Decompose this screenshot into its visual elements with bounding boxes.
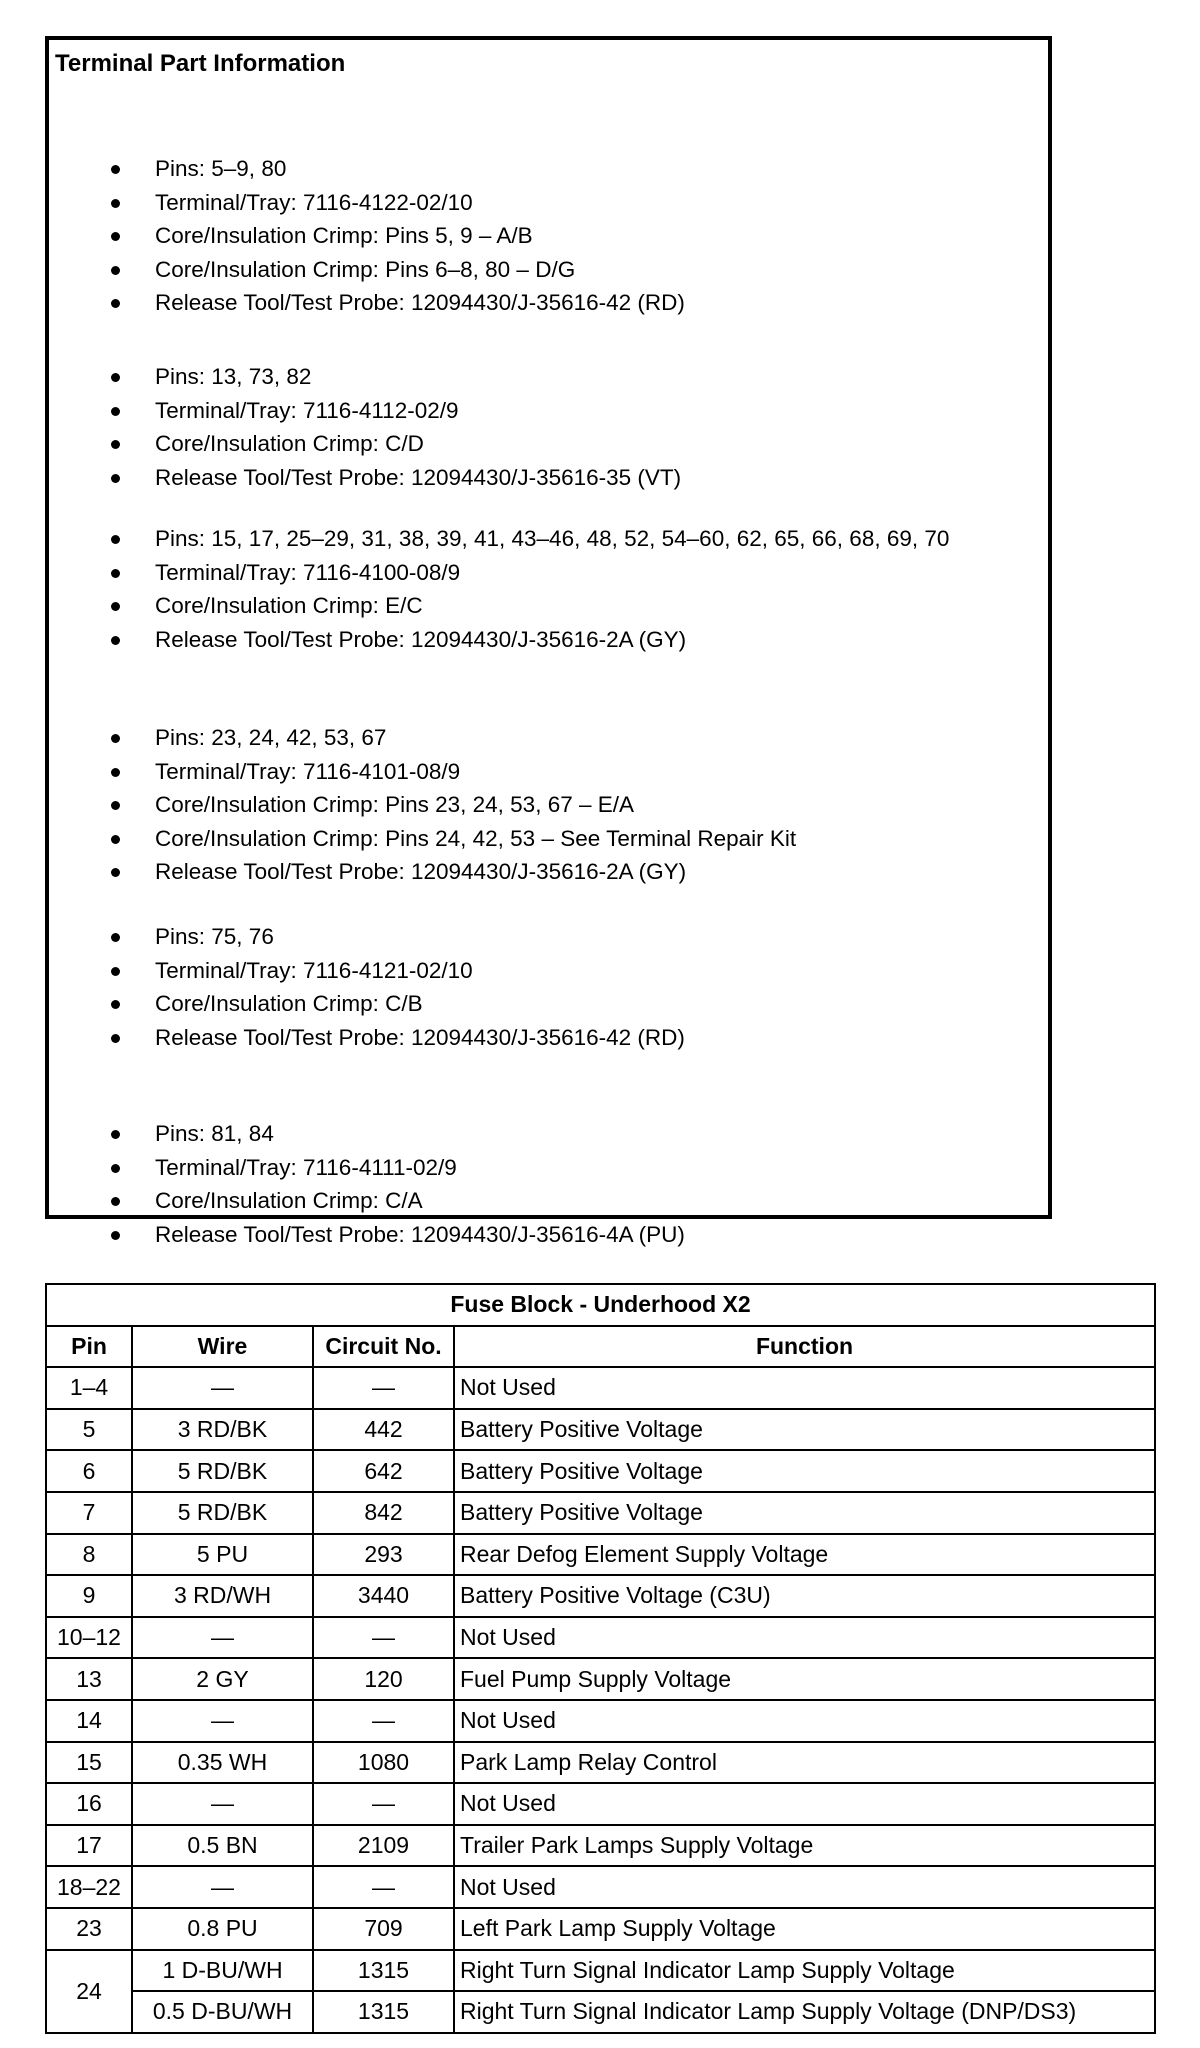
cell-pin: 9 xyxy=(46,1575,132,1617)
cell-wire: — xyxy=(132,1783,313,1825)
cell-function: Not Used xyxy=(454,1700,1155,1742)
list-item xyxy=(49,1184,1069,1218)
list-item xyxy=(49,623,1069,657)
cell-circuit: — xyxy=(313,1700,454,1742)
list-item-text: Pins: 13, 73, 82 xyxy=(155,364,312,389)
cell-function: Park Lamp Relay Control xyxy=(454,1742,1155,1784)
list-item-text: Release Tool/Test Probe: 12094430/J-35616-2A (GY) xyxy=(155,626,687,652)
cell-circuit: — xyxy=(313,1617,454,1659)
terminal-group xyxy=(49,522,1069,656)
list-item-text: Pins: 15, 17, 25–29, 31, 38, 39, 41, 43–46, 48, 52, 54–60, 62, 65, 66, 68, 69, 70 xyxy=(155,526,950,551)
bullet-icon xyxy=(111,535,120,544)
list-item xyxy=(49,556,1069,590)
cell-pin: 17 xyxy=(46,1825,132,1867)
cell-circuit: 842 xyxy=(313,1492,454,1534)
cell-circuit: 1315 xyxy=(313,1950,454,1992)
cell-function: Not Used xyxy=(454,1367,1155,1409)
cell-pin: 13 xyxy=(46,1658,132,1700)
table-row xyxy=(46,1825,1155,1867)
bullet-icon xyxy=(111,199,120,208)
cell-wire: 1 D-BU/WH xyxy=(132,1950,313,1992)
bullet-icon xyxy=(111,299,120,308)
cell-wire: — xyxy=(132,1700,313,1742)
cell-circuit: 1080 xyxy=(313,1742,454,1784)
list-item xyxy=(49,920,1069,954)
cell-wire: 5 RD/BK xyxy=(132,1492,313,1534)
table-row xyxy=(46,1866,1155,1908)
list-item-text: Pins: 81, 84 xyxy=(155,1121,274,1146)
list-item-text: Pins: 75, 76 xyxy=(155,924,274,949)
cell-circuit: 3440 xyxy=(313,1575,454,1617)
list-item-text: Core/Insulation Crimp: Pins 5, 9 – A/B xyxy=(155,223,533,248)
list-item-text: Core/Insulation Crimp: C/B xyxy=(155,991,423,1016)
terminal-group xyxy=(49,360,1069,494)
fuse-table-body xyxy=(46,1367,1155,2033)
list-item xyxy=(49,589,1069,623)
table-title-row xyxy=(46,1284,1155,1326)
terminal-group xyxy=(49,1117,1069,1251)
list-item xyxy=(49,822,1069,856)
cell-pin: 18–22 xyxy=(46,1866,132,1908)
cell-function: Left Park Lamp Supply Voltage xyxy=(454,1908,1155,1950)
cell-wire: 3 RD/WH xyxy=(132,1575,313,1617)
list-item xyxy=(49,427,1069,461)
cell-function: Rear Defog Element Supply Voltage xyxy=(454,1534,1155,1576)
list-item xyxy=(49,1151,1069,1185)
cell-circuit: 642 xyxy=(313,1450,454,1492)
cell-function: Right Turn Signal Indicator Lamp Supply Voltage xyxy=(454,1950,1155,1992)
table-row xyxy=(46,1658,1155,1700)
list-item xyxy=(49,152,1069,186)
list-item xyxy=(49,954,1069,988)
cell-pin: 16 xyxy=(46,1783,132,1825)
list-item-text: Core/Insulation Crimp: E/C xyxy=(155,593,423,618)
list-item-text: Pins: 23, 24, 42, 53, 67 xyxy=(155,725,387,750)
list-item xyxy=(49,186,1069,220)
cell-function: Battery Positive Voltage xyxy=(454,1492,1155,1534)
list-item xyxy=(49,721,1069,755)
cell-circuit: 442 xyxy=(313,1409,454,1451)
bullet-icon xyxy=(111,835,120,844)
table-row xyxy=(46,1534,1155,1576)
cell-wire: 2 GY xyxy=(132,1658,313,1700)
cell-pin: 10–12 xyxy=(46,1617,132,1659)
cell-pin: 8 xyxy=(46,1534,132,1576)
header-circuit: Circuit No. xyxy=(313,1326,454,1368)
table-row xyxy=(46,1700,1155,1742)
list-item-text: Terminal/Tray: 7116-4121-02/10 xyxy=(155,957,473,983)
bullet-icon xyxy=(111,266,120,275)
cell-function: Fuel Pump Supply Voltage xyxy=(454,1658,1155,1700)
bullet-icon xyxy=(111,1197,120,1206)
list-item-text: Core/Insulation Crimp: Pins 6–8, 80 – D/G xyxy=(155,256,576,282)
list-item-text: Core/Insulation Crimp: Pins 24, 42, 53 – See Terminal Repair Kit xyxy=(155,825,797,851)
list-item xyxy=(49,1218,1069,1252)
cell-pin: 7 xyxy=(46,1492,132,1534)
cell-wire: 0.35 WH xyxy=(132,1742,313,1784)
cell-function: Not Used xyxy=(454,1866,1155,1908)
list-item xyxy=(49,522,1069,556)
cell-pin: 6 xyxy=(46,1450,132,1492)
bullet-icon xyxy=(111,636,120,645)
list-item xyxy=(49,855,1069,889)
cell-function: Battery Positive Voltage xyxy=(454,1409,1155,1451)
list-item-text: Terminal/Tray: 7116-4101-08/9 xyxy=(155,758,461,784)
cell-function: Trailer Park Lamps Supply Voltage xyxy=(454,1825,1155,1867)
cell-function: Right Turn Signal Indicator Lamp Supply Voltage (DNP/DS3) xyxy=(454,1991,1155,2033)
list-item-text: Terminal/Tray: 7116-4122-02/10 xyxy=(155,189,473,215)
table-row xyxy=(46,1908,1155,1950)
table-row xyxy=(46,1950,1155,1992)
bullet-icon xyxy=(111,474,120,483)
bullet-icon xyxy=(111,734,120,743)
table-row xyxy=(46,1409,1155,1451)
list-item-text: Terminal/Tray: 7116-4112-02/9 xyxy=(155,397,459,423)
bullet-icon xyxy=(111,1164,120,1173)
header-wire: Wire xyxy=(132,1326,313,1368)
bullet-icon xyxy=(111,1130,120,1139)
list-item-text: Terminal/Tray: 7116-4111-02/9 xyxy=(155,1154,457,1180)
list-item xyxy=(49,394,1069,428)
table-row xyxy=(46,1492,1155,1534)
list-item-text: Core/Insulation Crimp: Pins 23, 24, 53, 67 – E/A xyxy=(155,792,635,817)
bullet-icon xyxy=(111,1231,120,1240)
list-item-text: Core/Insulation Crimp: C/A xyxy=(155,1188,423,1213)
cell-pin: 23 xyxy=(46,1908,132,1950)
table-row xyxy=(46,1575,1155,1617)
list-item-text: Release Tool/Test Probe: 12094430/J-35616-2A (GY) xyxy=(155,859,687,884)
list-item xyxy=(49,253,1069,287)
bullet-icon xyxy=(111,165,120,174)
bullet-icon xyxy=(111,801,120,810)
bullet-icon xyxy=(111,768,120,777)
list-item-text: Release Tool/Test Probe: 12094430/J-35616-42 (RD) xyxy=(155,1024,685,1050)
list-item xyxy=(49,788,1069,822)
cell-pin: 14 xyxy=(46,1700,132,1742)
bullet-icon xyxy=(111,373,120,382)
bullet-icon xyxy=(111,602,120,611)
terminal-group xyxy=(49,152,1069,320)
cell-function: Not Used xyxy=(454,1783,1155,1825)
bullet-icon xyxy=(111,933,120,942)
bullet-icon xyxy=(111,440,120,449)
header-pin: Pin xyxy=(46,1326,132,1368)
cell-circuit: 709 xyxy=(313,1908,454,1950)
table-row xyxy=(46,1991,1155,2033)
list-item-text: Core/Insulation Crimp: C/D xyxy=(155,431,424,456)
list-item xyxy=(49,1117,1069,1151)
bullet-icon xyxy=(111,967,120,976)
bullet-icon xyxy=(111,1034,120,1043)
cell-circuit: 1315 xyxy=(313,1991,454,2033)
table-row xyxy=(46,1450,1155,1492)
list-item xyxy=(49,360,1069,394)
list-item xyxy=(49,286,1069,320)
cell-circuit: 2109 xyxy=(313,1825,454,1867)
table-row xyxy=(46,1367,1155,1409)
bullet-icon xyxy=(111,569,120,578)
list-item-text: Release Tool/Test Probe: 12094430/J-35616-42 (RD) xyxy=(155,290,685,315)
list-item-text: Release Tool/Test Probe: 12094430/J-35616-35 (VT) xyxy=(155,464,682,490)
list-item xyxy=(49,755,1069,789)
bullet-icon xyxy=(111,1000,120,1009)
fuse-block-table xyxy=(45,1283,1156,2034)
list-item-text: Pins: 5–9, 80 xyxy=(155,156,287,181)
list-item xyxy=(49,219,1069,253)
cell-wire: 5 PU xyxy=(132,1534,313,1576)
terminal-group xyxy=(49,920,1069,1054)
cell-wire: 0.8 PU xyxy=(132,1908,313,1950)
cell-wire: — xyxy=(132,1866,313,1908)
bullet-icon xyxy=(111,868,120,877)
terminal-group xyxy=(49,721,1069,889)
cell-function: Battery Positive Voltage (C3U) xyxy=(454,1575,1155,1617)
list-item xyxy=(49,461,1069,495)
list-item xyxy=(49,987,1069,1021)
cell-function: Not Used xyxy=(454,1617,1155,1659)
table-header-row xyxy=(46,1326,1155,1368)
bullet-icon xyxy=(111,232,120,241)
cell-pin: 15 xyxy=(46,1742,132,1784)
cell-pin: 5 xyxy=(46,1409,132,1451)
terminal-info-box xyxy=(45,36,1052,1247)
list-item-text: Release Tool/Test Probe: 12094430/J-35616-4A (PU) xyxy=(155,1221,685,1247)
cell-circuit: — xyxy=(313,1866,454,1908)
cell-wire: 3 RD/BK xyxy=(132,1409,313,1451)
terminal-info-title: Terminal Part Information xyxy=(55,50,346,77)
table-row xyxy=(46,1742,1155,1784)
cell-circuit: 293 xyxy=(313,1534,454,1576)
cell-wire: 5 RD/BK xyxy=(132,1450,313,1492)
cell-wire: — xyxy=(132,1367,313,1409)
cell-pin: 1–4 xyxy=(46,1367,132,1409)
list-item-text: Terminal/Tray: 7116-4100-08/9 xyxy=(155,559,461,585)
table-title: Fuse Block - Underhood X2 xyxy=(46,1284,1155,1326)
table-row xyxy=(46,1783,1155,1825)
list-item xyxy=(49,1021,1069,1055)
cell-wire: 0.5 D-BU/WH xyxy=(132,1991,313,2033)
bullet-icon xyxy=(111,407,120,416)
cell-function: Battery Positive Voltage xyxy=(454,1450,1155,1492)
table-row xyxy=(46,1617,1155,1659)
cell-circuit: 120 xyxy=(313,1658,454,1700)
header-function: Function xyxy=(454,1326,1155,1368)
cell-circuit: — xyxy=(313,1367,454,1409)
cell-wire: 0.5 BN xyxy=(132,1825,313,1867)
cell-wire: — xyxy=(132,1617,313,1659)
cell-circuit: — xyxy=(313,1783,454,1825)
cell-pin: 24 xyxy=(46,1950,132,2033)
